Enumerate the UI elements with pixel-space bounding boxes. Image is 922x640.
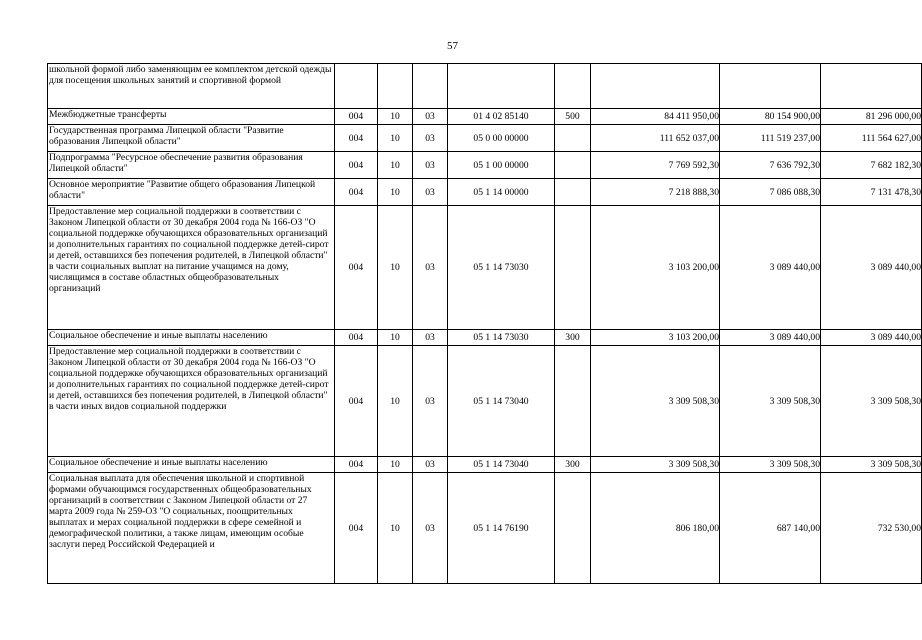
cell-vr: 500 xyxy=(555,109,591,125)
cell-sum-3: 3 089 440,00 xyxy=(821,206,922,330)
row-name: школьной формой либо заменяющим ее комплектом детской одежды для посещения школьных занятий и спортивной формой xyxy=(48,64,335,109)
cell-sum-3: 732 530,00 xyxy=(821,473,922,584)
cell-sum-1: 3 309 508,30 xyxy=(591,457,720,473)
cell-sum-2: 80 154 900,00 xyxy=(720,109,821,125)
page-number: 57 xyxy=(447,40,458,52)
cell-sum-2: 3 089 440,00 xyxy=(720,330,821,346)
cell-sum-1: 3 103 200,00 xyxy=(591,206,720,330)
budget-table xyxy=(47,63,922,584)
table-row xyxy=(48,346,922,457)
cell-gr: 004 xyxy=(335,330,378,346)
row-name: Социальное обеспечение и иные выплаты населению xyxy=(48,330,335,346)
cell-gr: 004 xyxy=(335,179,378,206)
table-row xyxy=(48,64,922,109)
table-row xyxy=(48,330,922,346)
cell-csr: 05 1 14 73030 xyxy=(448,206,555,330)
cell-csr: 05 1 14 76190 xyxy=(448,473,555,584)
cell-rz xyxy=(378,64,413,109)
cell-pr: 03 xyxy=(413,473,448,584)
row-name: Подпрограмма "Ресурсное обеспечение развития образования Липецкой области" xyxy=(48,152,335,179)
table-row xyxy=(48,125,922,152)
cell-pr: 03 xyxy=(413,206,448,330)
cell-pr: 03 xyxy=(413,457,448,473)
table-row xyxy=(48,109,922,125)
table-row xyxy=(48,179,922,206)
cell-pr: 03 xyxy=(413,330,448,346)
cell-vr xyxy=(555,346,591,457)
cell-vr xyxy=(555,473,591,584)
cell-pr xyxy=(413,64,448,109)
row-name: Основное мероприятие "Развитие общего образования Липецкой области" xyxy=(48,179,335,206)
cell-sum-2: 687 140,00 xyxy=(720,473,821,584)
cell-rz: 10 xyxy=(378,346,413,457)
table-row xyxy=(48,457,922,473)
cell-sum-1: 84 411 950,00 xyxy=(591,109,720,125)
cell-pr: 03 xyxy=(413,109,448,125)
cell-sum-3: 3 089 440,00 xyxy=(821,330,922,346)
cell-rz: 10 xyxy=(378,457,413,473)
cell-vr: 300 xyxy=(555,457,591,473)
row-name: Межбюджетные трансферты xyxy=(48,109,335,125)
cell-vr xyxy=(555,179,591,206)
cell-gr: 004 xyxy=(335,206,378,330)
cell-sum-3: 3 309 508,30 xyxy=(821,346,922,457)
cell-rz: 10 xyxy=(378,179,413,206)
cell-rz: 10 xyxy=(378,109,413,125)
cell-rz: 10 xyxy=(378,125,413,152)
cell-sum-2: 7 636 792,30 xyxy=(720,152,821,179)
cell-rz: 10 xyxy=(378,473,413,584)
row-name: Предоставление мер социальной поддержки в соответствии с Законом Липецкой области от 30 декабря 2004 года № 166-ОЗ "О социальной поддержке обучающихся образовательных организаций и дополнительных гарантиях по социальной поддержке детей-сирот и детей, оставшихся без попечения родителей, в Липецкой области" в части социальных выплат на питание учащимся на дому, числящимся в составе областных общеобразовательных организаций xyxy=(48,206,335,330)
cell-sum-3: 111 564 627,00 xyxy=(821,125,922,152)
cell-pr: 03 xyxy=(413,346,448,457)
cell-rz: 10 xyxy=(378,206,413,330)
cell-sum-1 xyxy=(591,64,720,109)
cell-pr: 03 xyxy=(413,152,448,179)
cell-vr xyxy=(555,206,591,330)
cell-sum-1: 7 218 888,30 xyxy=(591,179,720,206)
row-name: Предоставление мер социальной поддержки в соответствии с Законом Липецкой области от 30 декабря 2004 года № 166-ОЗ "О социальной поддержке обучающихся образовательных организаций и дополнительных гарантиях по социальной поддержке детей-сирот и детей, оставшихся без попечения родителей, в Липецкой области" в части иных видов социальной поддержки xyxy=(48,346,335,457)
cell-csr: 05 1 14 73030 xyxy=(448,330,555,346)
table-row xyxy=(48,473,922,584)
cell-sum-3: 3 309 508,30 xyxy=(821,457,922,473)
cell-rz: 10 xyxy=(378,152,413,179)
cell-sum-3: 81 296 000,00 xyxy=(821,109,922,125)
cell-sum-1: 111 652 037,00 xyxy=(591,125,720,152)
cell-pr: 03 xyxy=(413,179,448,206)
table-row xyxy=(48,152,922,179)
cell-vr xyxy=(555,64,591,109)
cell-sum-1: 3 103 200,00 xyxy=(591,330,720,346)
cell-gr xyxy=(335,64,378,109)
cell-sum-1: 806 180,00 xyxy=(591,473,720,584)
cell-csr: 05 1 14 00000 xyxy=(448,179,555,206)
cell-gr: 004 xyxy=(335,109,378,125)
cell-sum-2: 7 086 088,30 xyxy=(720,179,821,206)
cell-sum-2: 3 309 508,30 xyxy=(720,457,821,473)
cell-sum-2: 111 519 237,00 xyxy=(720,125,821,152)
cell-sum-3: 7 131 478,30 xyxy=(821,179,922,206)
cell-csr: 01 4 02 85140 xyxy=(448,109,555,125)
cell-csr: 05 1 14 73040 xyxy=(448,346,555,457)
cell-sum-2: 3 089 440,00 xyxy=(720,206,821,330)
cell-csr: 05 1 00 00000 xyxy=(448,152,555,179)
cell-gr: 004 xyxy=(335,125,378,152)
cell-vr: 300 xyxy=(555,330,591,346)
cell-gr: 004 xyxy=(335,457,378,473)
cell-vr xyxy=(555,125,591,152)
cell-sum-3: 7 682 182,30 xyxy=(821,152,922,179)
cell-sum-3 xyxy=(821,64,922,109)
cell-csr xyxy=(448,64,555,109)
cell-rz: 10 xyxy=(378,330,413,346)
row-name: Социальное обеспечение и иные выплаты населению xyxy=(48,457,335,473)
cell-gr: 004 xyxy=(335,152,378,179)
cell-gr: 004 xyxy=(335,346,378,457)
row-name: Государственная программа Липецкой области "Развитие образования Липецкой области" xyxy=(48,125,335,152)
cell-sum-1: 7 769 592,30 xyxy=(591,152,720,179)
cell-sum-1: 3 309 508,30 xyxy=(591,346,720,457)
cell-csr: 05 0 00 00000 xyxy=(448,125,555,152)
cell-sum-2: 3 309 508,30 xyxy=(720,346,821,457)
row-name: Социальная выплата для обеспечения школьной и спортивной формами обучающимся государственных общеобразовательных организаций в соответствии с Законом Липецкой области от 27 марта 2009 года № 259-ОЗ "О социальных, поощрительных выплатах и мерах социальной поддержки в сфере семейной и демографической политики, а также лицам, имеющим особые заслуги перед Российской Федерацией и xyxy=(48,473,335,584)
cell-gr: 004 xyxy=(335,473,378,584)
cell-sum-2 xyxy=(720,64,821,109)
cell-vr xyxy=(555,152,591,179)
cell-csr: 05 1 14 73040 xyxy=(448,457,555,473)
cell-pr: 03 xyxy=(413,125,448,152)
table-row xyxy=(48,206,922,330)
